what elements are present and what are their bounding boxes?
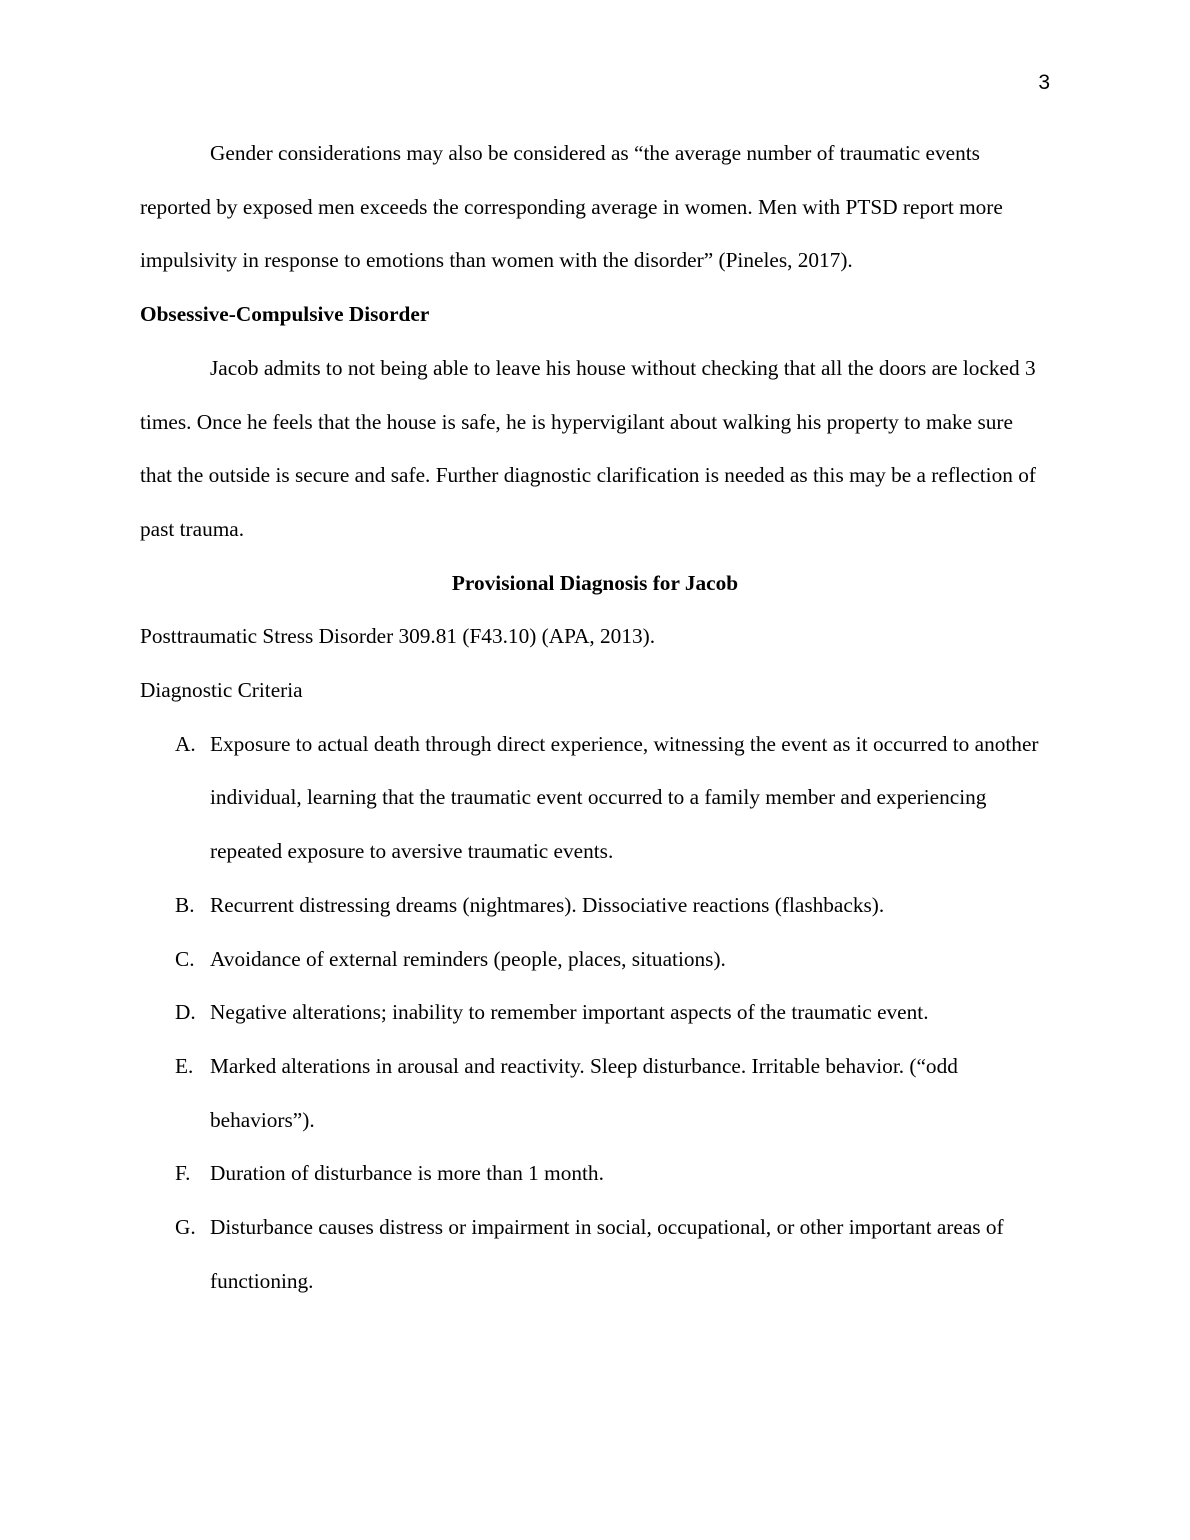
criteria-marker: F. bbox=[175, 1161, 191, 1186]
criteria-text: Disturbance causes distress or impairment in social, occupational, or other important areas of functioning. bbox=[210, 1215, 1004, 1293]
criteria-item bbox=[140, 718, 1050, 879]
document-body bbox=[140, 127, 1050, 1308]
criteria-item bbox=[140, 933, 1050, 987]
gender-paragraph: Gender considerations may also be considered as “the average number of traumatic events reported by exposed men exceeds the corresponding average in women. Men with PTSD report more impulsivity in response to emotions than women with the disorder” (Pineles, 2017). bbox=[140, 141, 1003, 273]
criteria-text: Exposure to actual death through direct experience, witnessing the event as it occurred to another individual, learning that the traumatic event occurred to a family member and experiencing repeated exposure to aversive traumatic events. bbox=[210, 731, 1039, 864]
criteria-marker: A. bbox=[175, 731, 196, 756]
criteria-list bbox=[140, 718, 1050, 1309]
ocd-heading: Obsessive-Compulsive Disorder bbox=[140, 302, 430, 327]
criteria-text: Marked alterations in arousal and reactivity. Sleep disturbance. Irritable behavior. (“odd behaviors”). bbox=[210, 1053, 958, 1132]
diagnosis-heading: Provisional Diagnosis for Jacob bbox=[451, 570, 739, 595]
ocd-paragraph: Jacob admits to not being able to leave his house without checking that all the doors are locked 3 times. Once he feels that the house is safe, he is hypervigilant about walking his property to make sure that the outside is secure and safe. Further diagnostic clarification is needed as this may be a reflection of past trauma. bbox=[140, 355, 1036, 541]
criteria-text: Avoidance of external reminders (people, places, situations). bbox=[210, 946, 726, 971]
criteria-marker: D. bbox=[175, 1000, 196, 1025]
page-number: 3 bbox=[1038, 71, 1050, 94]
criteria-text: Negative alterations; inability to remember important aspects of the traumatic event. bbox=[210, 1000, 929, 1025]
criteria-text: Duration of disturbance is more than 1 month. bbox=[210, 1161, 604, 1186]
criteria-marker: E. bbox=[175, 1053, 194, 1078]
criteria-item bbox=[140, 1040, 1050, 1147]
criteria-item bbox=[140, 1147, 1050, 1201]
criteria-marker: G. bbox=[175, 1215, 196, 1240]
criteria-marker: C. bbox=[175, 946, 195, 971]
criteria-item bbox=[140, 1201, 1050, 1308]
diagnosis-line: Posttraumatic Stress Disorder 309.81 (F43.10) (APA, 2013). bbox=[140, 624, 656, 649]
criteria-marker: B. bbox=[175, 892, 195, 917]
criteria-text: Recurrent distressing dreams (nightmares). Dissociative reactions (flashbacks). bbox=[210, 892, 885, 917]
criteria-item bbox=[140, 879, 1050, 933]
criteria-item bbox=[140, 986, 1050, 1040]
criteria-label: Diagnostic Criteria bbox=[140, 678, 303, 703]
